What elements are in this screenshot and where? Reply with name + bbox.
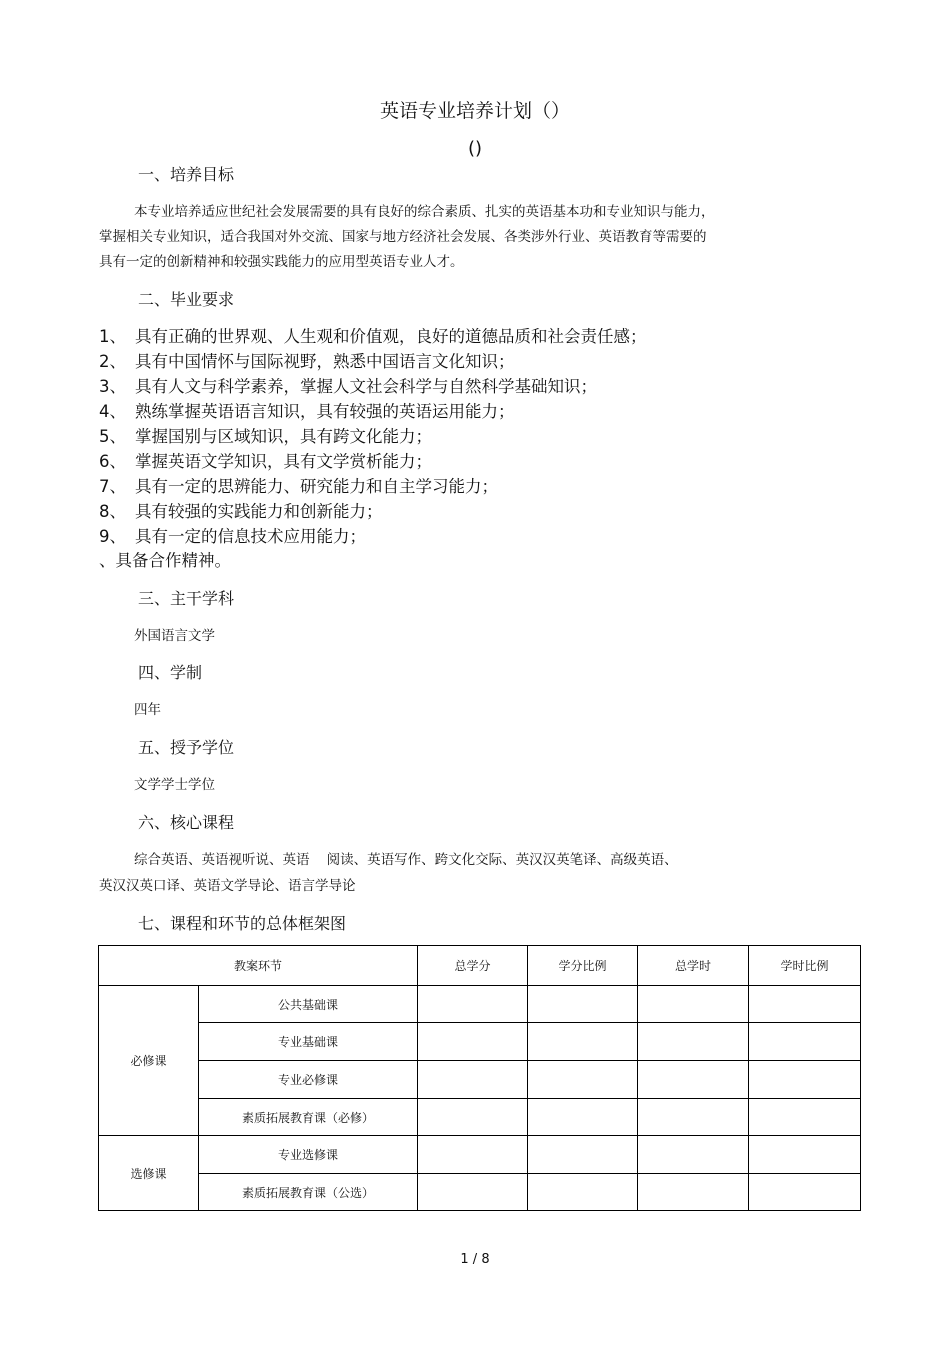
section-heading-core: 六、核心课程 bbox=[138, 813, 235, 832]
requirement-item-last: 、具备合作精神。 bbox=[99, 551, 231, 570]
table-cell bbox=[749, 1099, 861, 1136]
requirement-number: 3、 bbox=[99, 377, 126, 396]
header-cell: 总学时 bbox=[638, 946, 749, 986]
row-label: 公共基础课 bbox=[199, 986, 418, 1023]
table-cell bbox=[418, 1061, 528, 1099]
requirement-item bbox=[99, 423, 432, 447]
row-label: 素质拓展教育课（公选） bbox=[199, 1174, 418, 1211]
requirement-text: 具有一定的思辨能力、研究能力和自主学习能力； bbox=[135, 477, 498, 496]
degree-text: 文学学士学位 bbox=[134, 777, 215, 793]
table-cell bbox=[528, 1099, 638, 1136]
table-row bbox=[99, 1061, 861, 1099]
core-line-1: 综合英语、英语视听说、英语 阅读、英语写作、跨文化交际、英汉汉英笔译、高级英语、 bbox=[134, 852, 678, 868]
table-cell bbox=[418, 1174, 528, 1211]
requirement-item bbox=[99, 473, 498, 497]
group-label-elective: 选修课 bbox=[99, 1136, 199, 1211]
requirement-number: 2、 bbox=[99, 352, 126, 371]
core-line-2: 英汉汉英口译、英语文学导论、语言学导论 bbox=[99, 878, 356, 894]
section-heading-duration: 四、学制 bbox=[138, 663, 203, 682]
table-cell bbox=[528, 986, 638, 1023]
table-cell bbox=[749, 1136, 861, 1174]
requirement-text: 具有人文与科学素养，掌握人文社会科学与自然科学基础知识； bbox=[135, 377, 597, 396]
discipline-text: 外国语言文学 bbox=[134, 628, 215, 644]
requirement-text: 熟练掌握英语语言知识，具有较强的英语运用能力； bbox=[135, 402, 515, 421]
table-cell bbox=[418, 1023, 528, 1061]
header-cell: 总学分 bbox=[418, 946, 528, 986]
requirement-number: 7、 bbox=[99, 477, 126, 496]
table-cell bbox=[638, 986, 749, 1023]
requirement-text: 具有正确的世界观、人生观和价值观，良好的道德品质和社会责任感； bbox=[135, 327, 647, 346]
goal-line-3: 具有一定的创新精神和较强实践能力的应用型英语专业人才。 bbox=[99, 254, 464, 270]
header-cell: 教案环节 bbox=[99, 946, 418, 986]
requirement-item bbox=[99, 323, 647, 347]
table-cell bbox=[638, 1136, 749, 1174]
table-header-row bbox=[99, 946, 861, 986]
goal-line-1: 本专业培养适应世纪社会发展需要的具有良好的综合素质、扎实的英语基本功和专业知识与能力， bbox=[134, 204, 715, 220]
row-label: 素质拓展教育课（必修） bbox=[199, 1099, 418, 1136]
page-subtitle: () bbox=[467, 138, 483, 159]
page-title: 英语专业培养计划（） bbox=[379, 100, 570, 122]
table-cell bbox=[528, 1174, 638, 1211]
requirement-number: 5、 bbox=[99, 427, 126, 446]
table-row bbox=[99, 1023, 861, 1061]
table-row bbox=[99, 986, 861, 1023]
duration-text: 四年 bbox=[134, 702, 161, 718]
page-number: 1 / 8 bbox=[460, 1252, 490, 1267]
group-label-required: 必修课 bbox=[99, 986, 199, 1136]
requirement-number: 6、 bbox=[99, 452, 126, 471]
section-heading-discipline: 三、主干学科 bbox=[138, 589, 235, 608]
table-cell bbox=[638, 1023, 749, 1061]
table-cell bbox=[749, 1174, 861, 1211]
table-cell bbox=[638, 1174, 749, 1211]
requirement-item bbox=[99, 523, 366, 547]
requirement-number: 1、 bbox=[99, 327, 126, 346]
section-heading-framework: 七、课程和环节的总体框架图 bbox=[138, 914, 347, 933]
table-cell bbox=[749, 1061, 861, 1099]
requirement-number: 9、 bbox=[99, 527, 126, 546]
header-cell: 学分比例 bbox=[528, 946, 638, 986]
requirement-item bbox=[99, 373, 597, 397]
goal-line-2: 掌握相关专业知识，适合我国对外交流、国家与地方经济社会发展、各类涉外行业、英语教育等需要的 bbox=[99, 229, 707, 245]
row-label: 专业必修课 bbox=[199, 1061, 418, 1099]
requirement-item bbox=[99, 348, 515, 372]
requirement-text: 掌握国别与区域知识，具有跨文化能力； bbox=[135, 427, 432, 446]
table-row bbox=[99, 1099, 861, 1136]
table-cell bbox=[418, 986, 528, 1023]
requirement-number: 4、 bbox=[99, 402, 126, 421]
table-cell bbox=[418, 1136, 528, 1174]
framework-table bbox=[98, 945, 861, 1211]
requirement-item bbox=[99, 398, 515, 422]
section-heading-goal: 一、培养目标 bbox=[138, 165, 235, 184]
table-cell bbox=[749, 986, 861, 1023]
table-cell bbox=[418, 1099, 528, 1136]
requirement-number: 8、 bbox=[99, 502, 126, 521]
table-row bbox=[99, 1136, 861, 1174]
header-cell: 学时比例 bbox=[749, 946, 861, 986]
requirement-item bbox=[99, 498, 383, 522]
requirement-text: 具有较强的实践能力和创新能力； bbox=[135, 502, 383, 521]
table-row bbox=[99, 1174, 861, 1211]
requirement-text: 掌握英语文学知识，具有文学赏析能力； bbox=[135, 452, 432, 471]
row-label: 专业基础课 bbox=[199, 1023, 418, 1061]
table-cell bbox=[528, 1061, 638, 1099]
requirement-text: 具有一定的信息技术应用能力； bbox=[135, 527, 366, 546]
section-heading-degree: 五、授予学位 bbox=[138, 738, 235, 757]
requirement-text: 具有中国情怀与国际视野，熟悉中国语言文化知识； bbox=[135, 352, 515, 371]
table-cell bbox=[528, 1136, 638, 1174]
table-cell bbox=[638, 1061, 749, 1099]
section-heading-requirements: 二、毕业要求 bbox=[138, 290, 235, 309]
table-cell bbox=[749, 1023, 861, 1061]
requirement-item bbox=[99, 448, 432, 472]
table-cell bbox=[638, 1099, 749, 1136]
row-label: 专业选修课 bbox=[199, 1136, 418, 1174]
table-cell bbox=[528, 1023, 638, 1061]
